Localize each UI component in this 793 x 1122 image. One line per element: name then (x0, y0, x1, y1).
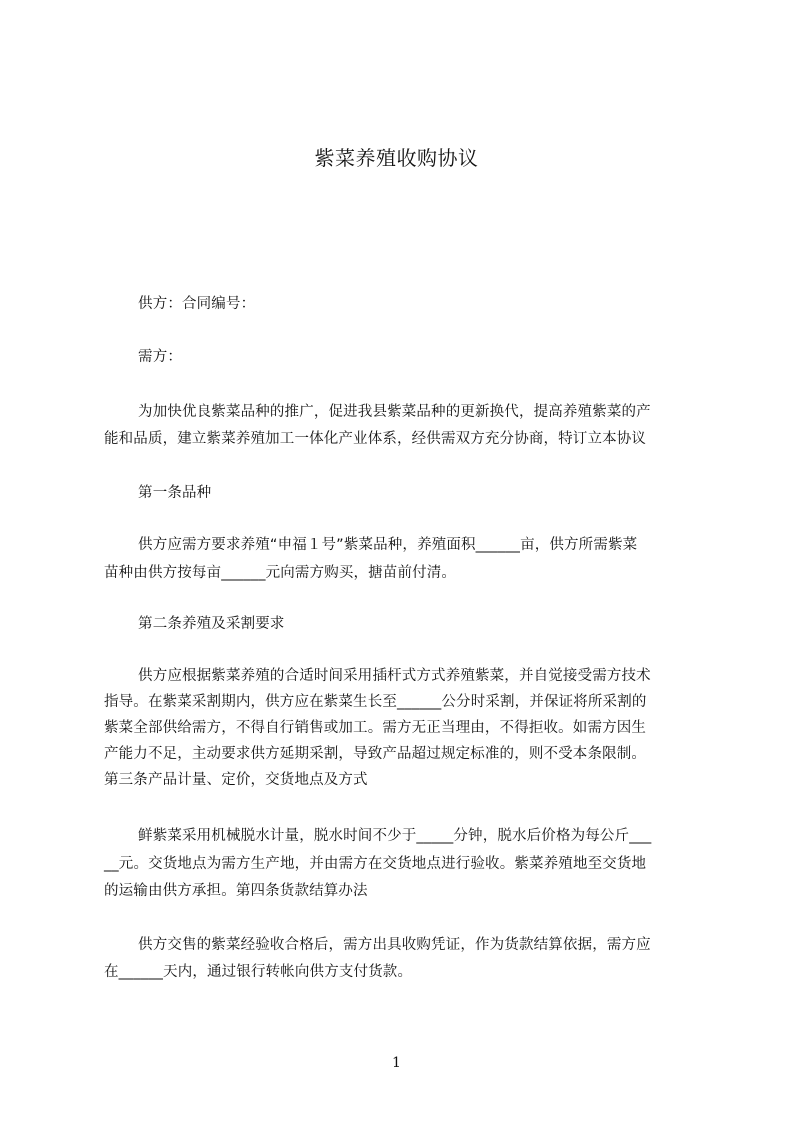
article-3-line-3: 的运输由供方承担。第四条货款结算办法 (104, 883, 368, 899)
document-title: 紫菜养殖收购协议 (314, 146, 479, 170)
buyer-line: 需方： (104, 349, 183, 365)
supplier-line: 供方：合同编号： (104, 296, 256, 312)
article-1-line-2: 苗种由供方按每亩______元向需方购买，搪苗前付清。 (104, 565, 457, 581)
preamble-line-2: 能和品质，建立紫菜养殖加工一体化产业体系，经供需双方充分协商，特订立本协议 (104, 431, 647, 447)
article-3-heading: 第三条产品计量、定价，交货地点及方式 (104, 772, 368, 788)
article-1-heading: 第一条品种 (104, 485, 212, 501)
article-2-line-4: 产能力不足，主动要求供方延期采割，导致产品超过规定标准的，则不受本条限制。 (104, 746, 647, 762)
article-4-line-1: 供方交售的紫菜经验收合格后，需方出具收购凭证，作为货款结算依据，需方应 (104, 937, 651, 953)
article-3-line-2: __元。交货地点为需方生产地，并由需方在交货地点进行验收。紫菜养殖地至交货地 (104, 856, 647, 872)
article-1-line-1: 供方应需方要求养殖“申福１号”紫菜品种，养殖面积______亩，供方所需紫菜 (104, 537, 638, 553)
article-2-line-1: 供方应根据紫菜养殖的合适时间采用插杆式方式养殖紫菜，并自觉接受需方技术 (104, 668, 651, 684)
article-2-line-2: 指导。在紫菜采割期内，供方应在紫菜生长至______公分时采割，并保证将所采割的 (104, 694, 647, 710)
article-2-line-3: 紫菜全部供给需方，不得自行销售或加工。需方无正当理由，不得拒收。如需方因生 (104, 720, 647, 736)
article-4-line-2: 在______天内，通过银行转帐向供方支付货款。 (104, 964, 413, 980)
article-2-heading: 第二条养殖及采割要求 (104, 616, 285, 632)
article-3-line-1: 鲜紫菜采用机械脱水计量，脱水时间不少于_____分钟，脱水后价格为每公斤___ (104, 828, 652, 844)
page-number: 1 (392, 1055, 401, 1071)
preamble-line-1: 为加快优良紫菜品种的推广，促进我县紫菜品种的更新换代，提高养殖紫菜的产 (104, 404, 651, 420)
